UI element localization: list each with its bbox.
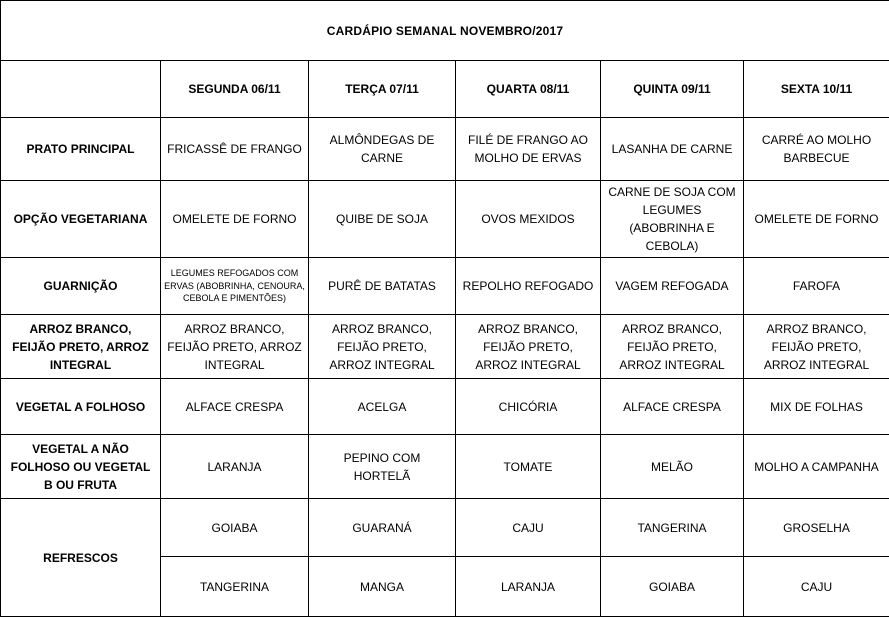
menu-cell: ARROZ BRANCO, FEIJÃO PRETO, ARROZ INTEGRAL: [161, 315, 309, 379]
menu-cell: CARRÉ AO MOLHO BARBECUE: [744, 118, 889, 181]
table-row-vegetal-folhoso: [1, 379, 889, 435]
menu-cell: MIX DE FOLHAS: [744, 379, 889, 435]
menu-cell: MOLHO A CAMPANHA: [744, 435, 889, 499]
menu-cell: MANGA: [309, 557, 456, 617]
menu-cell: LARANJA: [161, 435, 309, 499]
menu-cell: OMELETE DE FORNO: [161, 181, 309, 258]
menu-cell: CARNE DE SOJA COM LEGUMES (ABOBRINHA E CEBOLA): [601, 181, 744, 258]
row-label: GUARNIÇÃO: [1, 258, 161, 315]
menu-cell: PEPINO COM HORTELÃ: [309, 435, 456, 499]
table-row-vegetal-nao-folhoso: [1, 435, 889, 499]
menu-cell: ARROZ BRANCO, FEIJÃO PRETO, ARROZ INTEGRAL: [456, 315, 601, 379]
corner-cell: [1, 61, 161, 118]
column-header-wednesday: QUARTA 08/11: [456, 61, 601, 118]
menu-cell: GOIABA: [161, 499, 309, 557]
menu-cell: ALFACE CRESPA: [601, 379, 744, 435]
menu-cell: VAGEM REFOGADA: [601, 258, 744, 315]
menu-cell: GROSELHA: [744, 499, 889, 557]
column-header-monday: SEGUNDA 06/11: [161, 61, 309, 118]
menu-cell: LEGUMES REFOGADOS COM ERVAS (ABOBRINHA, CENOURA, CEBOLA E PIMENTÕES): [161, 258, 309, 315]
row-label: VEGETAL A NÃO FOLHOSO OU VEGETAL B OU FRUTA: [1, 435, 161, 499]
menu-cell: GUARANÁ: [309, 499, 456, 557]
menu-cell: OMELETE DE FORNO: [744, 181, 889, 258]
menu-cell: FILÉ DE FRANGO AO MOLHO DE ERVAS: [456, 118, 601, 181]
row-label: OPÇÃO VEGETARIANA: [1, 181, 161, 258]
row-label: ARROZ BRANCO, FEIJÃO PRETO, ARROZ INTEGRAL: [1, 315, 161, 379]
menu-cell: ARROZ BRANCO, FEIJÃO PRETO, ARROZ INTEGRAL: [744, 315, 889, 379]
header-row: [1, 61, 889, 118]
menu-cell: ACELGA: [309, 379, 456, 435]
page-title: CARDÁPIO SEMANAL NOVEMBRO/2017: [1, 1, 889, 61]
menu-cell: TANGERINA: [601, 499, 744, 557]
menu-cell: CAJU: [456, 499, 601, 557]
menu-cell: CAJU: [744, 557, 889, 617]
menu-cell: GOIABA: [601, 557, 744, 617]
column-header-thursday: QUINTA 09/11: [601, 61, 744, 118]
menu-cell: QUIBE DE SOJA: [309, 181, 456, 258]
column-header-tuesday: TERÇA 07/11: [309, 61, 456, 118]
row-label: PRATO PRINCIPAL: [1, 118, 161, 181]
title-row: [1, 1, 889, 61]
menu-cell: FRICASSÊ DE FRANGO: [161, 118, 309, 181]
menu-cell: PURÊ DE BATATAS: [309, 258, 456, 315]
table-row-guarnicao: [1, 258, 889, 315]
table-row-refrescos-1: [1, 499, 889, 557]
menu-cell: REPOLHO REFOGADO: [456, 258, 601, 315]
menu-cell: TANGERINA: [161, 557, 309, 617]
menu-cell: TOMATE: [456, 435, 601, 499]
menu-cell: CHICÓRIA: [456, 379, 601, 435]
menu-cell: ALFACE CRESPA: [161, 379, 309, 435]
menu-cell: MELÃO: [601, 435, 744, 499]
table-row-arroz-feijao: [1, 315, 889, 379]
column-header-friday: SEXTA 10/11: [744, 61, 889, 118]
row-label: VEGETAL A FOLHOSO: [1, 379, 161, 435]
menu-cell: ALMÔNDEGAS DE CARNE: [309, 118, 456, 181]
menu-cell: OVOS MEXIDOS: [456, 181, 601, 258]
menu-cell: ARROZ BRANCO, FEIJÃO PRETO, ARROZ INTEGRAL: [601, 315, 744, 379]
menu-cell: LASANHA DE CARNE: [601, 118, 744, 181]
menu-cell: LARANJA: [456, 557, 601, 617]
menu-cell: FAROFA: [744, 258, 889, 315]
row-label: REFRESCOS: [1, 499, 161, 617]
menu-cell: ARROZ BRANCO, FEIJÃO PRETO, ARROZ INTEGRAL: [309, 315, 456, 379]
table-row-prato-principal: [1, 118, 889, 181]
table-row-opcao-vegetariana: [1, 181, 889, 258]
